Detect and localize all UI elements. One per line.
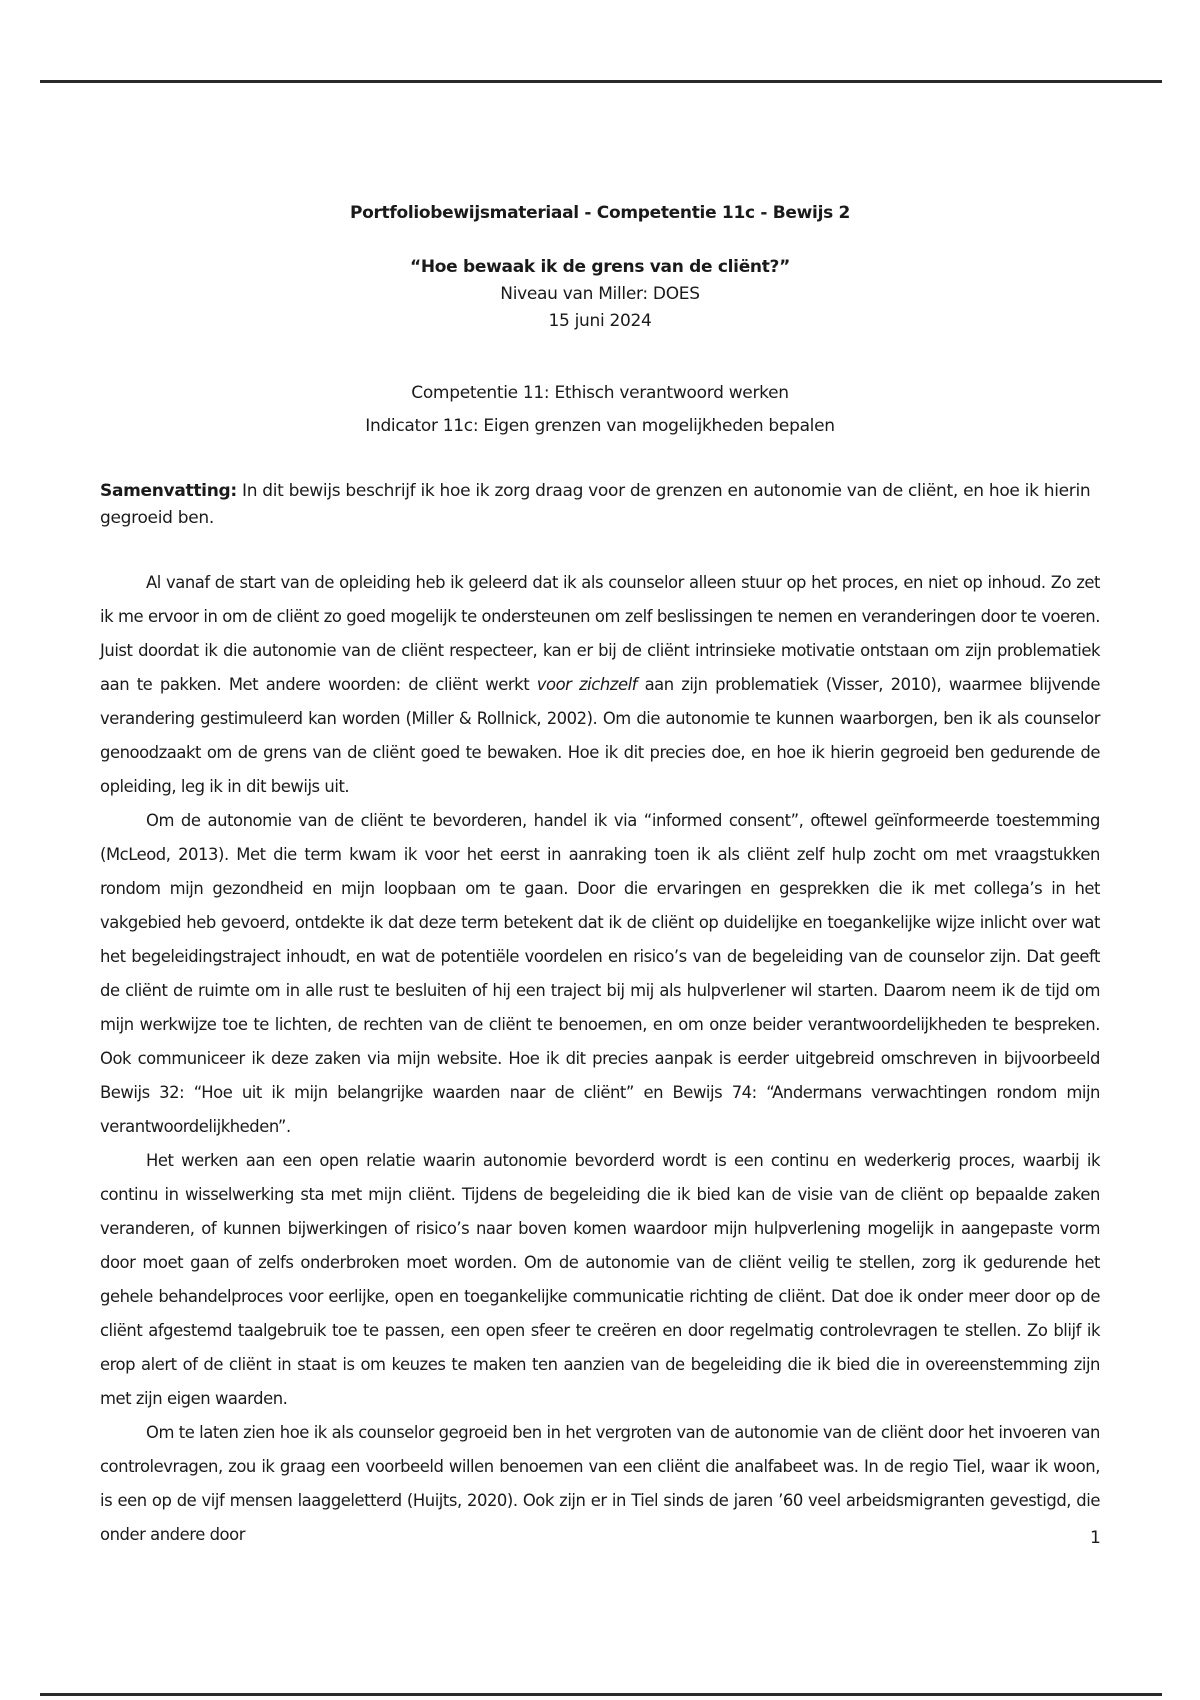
competence-block [100, 377, 1100, 443]
paragraph-3: Het werken aan een open relatie waarin autonomie bevorderd wordt is een continu en wederkerig proces, waarbij ik continu in wisselwerking sta met mijn cliënt. Tijdens de begeleiding die ik bied kan de visie van de cliënt op bepaalde zaken veranderen, of kunnen bijwerkingen of risico’s naar boven komen waardoor mijn hulpverlening mogelijk in aangepaste vorm door moet gaan of zelfs onderbroken moet worden. Om de autonomie van de cliënt veilig te stellen, zorg ik gedurende het gehele behandelproces voor eerlijke, open en toegankelijke communicatie richting de cliënt. Dat doe ik onder meer door op de cliënt afgestemd taalgebruik toe te passen, een open sfeer te creëren en door regelmatig controlevragen te stellen. Zo blijf ik erop alert of de cliënt in staat is om keuzes te maken ten aanzien van de begeleiding die ik bied die in overeenstemming zijn met zijn eigen waarden. [100, 1151, 1100, 1408]
miller-level: Niveau van Miller: DOES [500, 284, 700, 304]
page-number: 1 [1090, 1528, 1101, 1548]
summary-text: In dit bewijs beschrijf ik hoe ik zorg draag voor de grenzen en autonomie van de cliënt, en hoe ik hierin gegroeid ben. [100, 481, 1091, 528]
paragraph-1-part-a: Al vanaf de start van de opleiding heb ik geleerd dat ik als counselor alleen stuur op het proces, en niet op inhoud. Zo zet ik me ervoor in om de cliënt zo goed mogelijk te ondersteunen om zelf beslissingen te nemen en veranderingen door te voeren. Juist doordat ik die autonomie van de cliënt respecteer, kan er bij de cliënt intrinsieke motivatie ontstaan om zijn problematiek aan te pakken. Met andere woorden: de cliënt werkt [100, 573, 1100, 694]
document-date: 15 juni 2024 [548, 311, 652, 331]
paragraph-4: Om te laten zien hoe ik als counselor gegroeid ben in het vergroten van de autonomie van de cliënt door het invoeren van controlevragen, zou ik graag een voorbeeld willen benoemen van een cliënt die analfabeet was. In de regio Tiel, waar ik woon, is een op de vijf mensen laaggeletterd (Huijts, 2020). Ook zijn er in Tiel sinds de jaren ’60 veel arbeidsmigranten gevestigd, die onder andere door [100, 1423, 1100, 1544]
top-rule [40, 80, 1162, 83]
document-page [100, 200, 1100, 1552]
paragraph-1 [100, 566, 1100, 804]
summary [100, 478, 1100, 532]
competence-line: Competentie 11: Ethisch verantwoord werken [411, 383, 789, 403]
paragraph-2: Om de autonomie van de cliënt te bevorderen, handel ik via “informed consent”, oftewel geïnformeerde toestemming (McLeod, 2013). Met die term kwam ik voor het eerst in aanraking toen ik als cliënt zelf hulp zocht om met vraagstukken rondom mijn gezondheid en mijn loopbaan om te gaan. Door die ervaringen en gesprekken die ik met collega’s in het vakgebied heb gevoerd, ontdekte ik dat deze term betekent dat ik de cliënt op duidelijke en toegankelijke wijze inlicht over wat het begeleidingstraject inhoudt, en wat de potentiële voordelen en risico’s van de begeleiding van de counselor zijn. Dat geeft de cliënt de ruimte om in alle rust te besluiten of hij een traject bij mij als hulpverlener wil starten. Daarom neem ik de tijd om mijn werkwijze toe te lichten, de rechten van de cliënt te benoemen, en om onze beider verantwoordelijkheden te bespreken. Ook communiceer ik deze zaken via mijn website. Hoe ik dit precies aanpak is eerder uitgebreid omschreven in bijvoorbeeld Bewijs 32: “Hoe uit ik mijn belangrijke waarden naar de cliënt” en Bewijs 74: “Andermans verwachtingen rondom mijn verantwoordelijkheden”. [100, 811, 1100, 1136]
indicator-line: Indicator 11c: Eigen grenzen van mogelijkheden bepalen [365, 416, 835, 436]
paragraph-1-part-b: aan zijn problematiek (Visser, 2010), waarmee blijvende verandering gestimuleerd kan worden (Miller & Rollnick, 2002). Om die autonomie te kunnen waarborgen, ben ik als counselor genoodzaakt om de grens van de cliënt goed te bewaken. Hoe ik dit precies doe, en hoe ik hierin gegroeid ben gedurende de opleiding, leg ik in dit bewijs uit. [100, 675, 1100, 796]
document-title: Portfoliobewijsmateriaal - Competentie 11c - Bewijs 2 [349, 203, 851, 223]
title-block [100, 200, 1100, 335]
bottom-rule [40, 1693, 1162, 1696]
paragraph-1-emphasis: voor zichzelf [536, 675, 638, 694]
document-subtitle: “Hoe bewaak ik de grens van de cliënt?” [409, 257, 790, 277]
body-text [100, 566, 1100, 1552]
summary-label: Samenvatting: [100, 481, 237, 501]
